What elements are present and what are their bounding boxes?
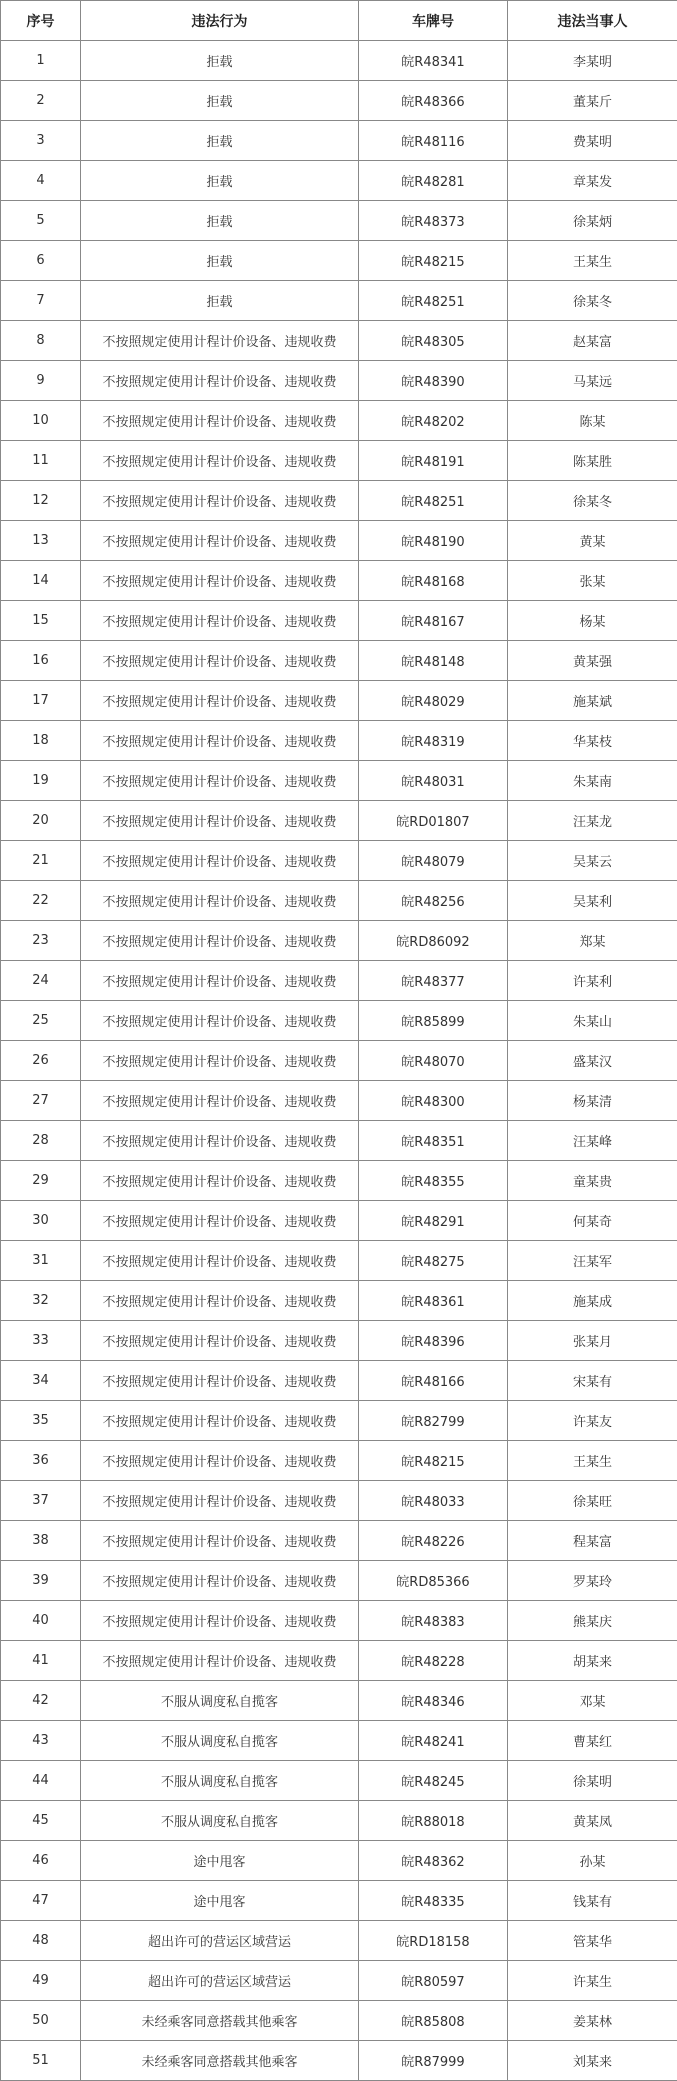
cell-violation: 超出许可的营运区域营运: [81, 1961, 359, 2001]
cell-party: 管某华: [508, 1921, 677, 1961]
cell-index: 17: [1, 681, 81, 721]
cell-violation: 不按照规定使用计程计价设备、违规收费: [81, 361, 359, 401]
cell-plate: 皖R80597: [359, 1961, 508, 2001]
cell-index: 46: [1, 1841, 81, 1881]
table-row: [1, 1641, 677, 1681]
cell-party: 盛某汉: [508, 1041, 677, 1081]
cell-violation: 不按照规定使用计程计价设备、违规收费: [81, 721, 359, 761]
table-row: [1, 1161, 677, 1201]
cell-violation: 不按照规定使用计程计价设备、违规收费: [81, 641, 359, 681]
cell-plate: 皖R48256: [359, 881, 508, 921]
cell-violation: 不按照规定使用计程计价设备、违规收费: [81, 1041, 359, 1081]
cell-violation: 拒载: [81, 121, 359, 161]
cell-violation: 不按照规定使用计程计价设备、违规收费: [81, 1001, 359, 1041]
cell-index: 45: [1, 1801, 81, 1841]
cell-plate: 皖R48335: [359, 1881, 508, 1921]
cell-index: 24: [1, 961, 81, 1001]
cell-index: 49: [1, 1961, 81, 2001]
cell-party: 李某明: [508, 41, 677, 81]
table-row: [1, 721, 677, 761]
cell-violation: 不按照规定使用计程计价设备、违规收费: [81, 1641, 359, 1681]
cell-index: 10: [1, 401, 81, 441]
cell-index: 34: [1, 1361, 81, 1401]
cell-plate: 皖R48029: [359, 681, 508, 721]
cell-party: 王某生: [508, 241, 677, 281]
cell-violation: 超出许可的营运区域营运: [81, 1921, 359, 1961]
cell-index: 39: [1, 1561, 81, 1601]
header-index: 序号: [1, 1, 81, 41]
cell-violation: 不按照规定使用计程计价设备、违规收费: [81, 1321, 359, 1361]
cell-plate: 皖R48346: [359, 1681, 508, 1721]
cell-violation: 途中甩客: [81, 1881, 359, 1921]
cell-plate: 皖RD01807: [359, 801, 508, 841]
cell-violation: 不按照规定使用计程计价设备、违规收费: [81, 761, 359, 801]
cell-party: 杨某清: [508, 1081, 677, 1121]
cell-party: 孙某: [508, 1841, 677, 1881]
table-row: [1, 481, 677, 521]
cell-party: 张某月: [508, 1321, 677, 1361]
cell-party: 胡某来: [508, 1641, 677, 1681]
cell-violation: 不按照规定使用计程计价设备、违规收费: [81, 601, 359, 641]
cell-violation: 不按照规定使用计程计价设备、违规收费: [81, 1201, 359, 1241]
cell-plate: 皖R48070: [359, 1041, 508, 1081]
cell-party: 许某友: [508, 1401, 677, 1441]
cell-index: 4: [1, 161, 81, 201]
cell-plate: 皖R48251: [359, 281, 508, 321]
table-body: [1, 41, 677, 2081]
cell-violation: 不按照规定使用计程计价设备、违规收费: [81, 401, 359, 441]
cell-index: 5: [1, 201, 81, 241]
cell-index: 37: [1, 1481, 81, 1521]
cell-violation: 不按照规定使用计程计价设备、违规收费: [81, 1121, 359, 1161]
cell-plate: 皖R48355: [359, 1161, 508, 1201]
cell-plate: 皖R48351: [359, 1121, 508, 1161]
table-row: [1, 561, 677, 601]
cell-violation: 不按照规定使用计程计价设备、违规收费: [81, 1161, 359, 1201]
cell-plate: 皖R48191: [359, 441, 508, 481]
table-row: [1, 1001, 677, 1041]
cell-violation: 不按照规定使用计程计价设备、违规收费: [81, 561, 359, 601]
cell-plate: 皖R48396: [359, 1321, 508, 1361]
cell-party: 钱某有: [508, 1881, 677, 1921]
cell-plate: 皖R48228: [359, 1641, 508, 1681]
cell-violation: 不服从调度私自揽客: [81, 1761, 359, 1801]
cell-plate: 皖RD85366: [359, 1561, 508, 1601]
cell-index: 13: [1, 521, 81, 561]
cell-violation: 拒载: [81, 241, 359, 281]
table-row: [1, 761, 677, 801]
table-row: [1, 841, 677, 881]
table-row: [1, 1481, 677, 1521]
cell-plate: 皖R48291: [359, 1201, 508, 1241]
cell-party: 施某斌: [508, 681, 677, 721]
cell-index: 14: [1, 561, 81, 601]
header-violation: 违法行为: [81, 1, 359, 41]
cell-violation: 不按照规定使用计程计价设备、违规收费: [81, 1401, 359, 1441]
cell-violation: 不按照规定使用计程计价设备、违规收费: [81, 1521, 359, 1561]
table-row: [1, 881, 677, 921]
cell-index: 41: [1, 1641, 81, 1681]
cell-plate: 皖R48202: [359, 401, 508, 441]
table-row: [1, 1081, 677, 1121]
cell-plate: 皖R48300: [359, 1081, 508, 1121]
cell-party: 汪某军: [508, 1241, 677, 1281]
table-header: [1, 1, 677, 41]
cell-index: 1: [1, 41, 81, 81]
table-row: [1, 1841, 677, 1881]
cell-party: 何某奇: [508, 1201, 677, 1241]
cell-index: 31: [1, 1241, 81, 1281]
cell-party: 董某斤: [508, 81, 677, 121]
cell-plate: 皖R48275: [359, 1241, 508, 1281]
cell-index: 42: [1, 1681, 81, 1721]
cell-plate: 皖R48341: [359, 41, 508, 81]
cell-index: 25: [1, 1001, 81, 1041]
cell-plate: 皖R85808: [359, 2001, 508, 2041]
table-row: [1, 1041, 677, 1081]
cell-violation: 不服从调度私自揽客: [81, 1721, 359, 1761]
cell-violation: 不按照规定使用计程计价设备、违规收费: [81, 1561, 359, 1601]
cell-party: 汪某龙: [508, 801, 677, 841]
table-row: [1, 1281, 677, 1321]
header-plate: 车牌号: [359, 1, 508, 41]
cell-index: 20: [1, 801, 81, 841]
table-row: [1, 1761, 677, 1801]
cell-violation: 不按照规定使用计程计价设备、违规收费: [81, 961, 359, 1001]
cell-index: 40: [1, 1601, 81, 1641]
cell-violation: 拒载: [81, 41, 359, 81]
table-row: [1, 521, 677, 561]
cell-violation: 不按照规定使用计程计价设备、违规收费: [81, 681, 359, 721]
cell-party: 张某: [508, 561, 677, 601]
cell-plate: 皖R48281: [359, 161, 508, 201]
cell-plate: 皖R87999: [359, 2041, 508, 2081]
table-row: [1, 1561, 677, 1601]
cell-index: 12: [1, 481, 81, 521]
cell-violation: 不按照规定使用计程计价设备、违规收费: [81, 1441, 359, 1481]
cell-party: 黄某凤: [508, 1801, 677, 1841]
cell-party: 徐某冬: [508, 281, 677, 321]
table-row: [1, 601, 677, 641]
table-row: [1, 1721, 677, 1761]
header-row: [1, 1, 677, 41]
cell-party: 徐某旺: [508, 1481, 677, 1521]
cell-index: 27: [1, 1081, 81, 1121]
table-row: [1, 641, 677, 681]
cell-party: 章某发: [508, 161, 677, 201]
cell-index: 19: [1, 761, 81, 801]
cell-plate: 皖R48245: [359, 1761, 508, 1801]
cell-index: 36: [1, 1441, 81, 1481]
cell-index: 23: [1, 921, 81, 961]
table-row: [1, 1441, 677, 1481]
cell-index: 30: [1, 1201, 81, 1241]
cell-party: 杨某: [508, 601, 677, 641]
cell-party: 徐某冬: [508, 481, 677, 521]
cell-plate: 皖R48319: [359, 721, 508, 761]
cell-plate: 皖R48215: [359, 241, 508, 281]
cell-plate: 皖R48148: [359, 641, 508, 681]
table-row: [1, 921, 677, 961]
cell-plate: 皖R48033: [359, 1481, 508, 1521]
cell-index: 43: [1, 1721, 81, 1761]
table-row: [1, 1121, 677, 1161]
cell-plate: 皖R48383: [359, 1601, 508, 1641]
cell-violation: 不按照规定使用计程计价设备、违规收费: [81, 1081, 359, 1121]
cell-party: 陈某胜: [508, 441, 677, 481]
cell-violation: 不按照规定使用计程计价设备、违规收费: [81, 801, 359, 841]
cell-party: 许某利: [508, 961, 677, 1001]
cell-index: 32: [1, 1281, 81, 1321]
cell-index: 33: [1, 1321, 81, 1361]
cell-violation: 不按照规定使用计程计价设备、违规收费: [81, 481, 359, 521]
cell-party: 黄某: [508, 521, 677, 561]
cell-plate: 皖R82799: [359, 1401, 508, 1441]
cell-plate: 皖R48031: [359, 761, 508, 801]
cell-index: 47: [1, 1881, 81, 1921]
cell-plate: 皖R48390: [359, 361, 508, 401]
cell-plate: 皖RD86092: [359, 921, 508, 961]
table-row: [1, 401, 677, 441]
table-row: [1, 41, 677, 81]
cell-plate: 皖R48190: [359, 521, 508, 561]
cell-party: 许某生: [508, 1961, 677, 2001]
cell-violation: 不服从调度私自揽客: [81, 1681, 359, 1721]
cell-plate: 皖R48373: [359, 201, 508, 241]
table-row: [1, 801, 677, 841]
table-row: [1, 321, 677, 361]
cell-index: 7: [1, 281, 81, 321]
table-row: [1, 121, 677, 161]
table-row: [1, 1601, 677, 1641]
table-row: [1, 1521, 677, 1561]
cell-index: 6: [1, 241, 81, 281]
cell-violation: 不按照规定使用计程计价设备、违规收费: [81, 441, 359, 481]
cell-index: 22: [1, 881, 81, 921]
table-row: [1, 2041, 677, 2081]
table-row: [1, 1201, 677, 1241]
cell-violation: 不按照规定使用计程计价设备、违规收费: [81, 841, 359, 881]
table-row: [1, 1921, 677, 1961]
cell-violation: 拒载: [81, 201, 359, 241]
table-row: [1, 1241, 677, 1281]
cell-index: 11: [1, 441, 81, 481]
cell-plate: 皖R48362: [359, 1841, 508, 1881]
cell-party: 宋某有: [508, 1361, 677, 1401]
cell-violation: 不按照规定使用计程计价设备、违规收费: [81, 1361, 359, 1401]
cell-index: 9: [1, 361, 81, 401]
cell-party: 王某生: [508, 1441, 677, 1481]
cell-party: 费某明: [508, 121, 677, 161]
cell-index: 44: [1, 1761, 81, 1801]
cell-violation: 拒载: [81, 161, 359, 201]
cell-plate: 皖RD18158: [359, 1921, 508, 1961]
cell-index: 35: [1, 1401, 81, 1441]
cell-index: 48: [1, 1921, 81, 1961]
cell-party: 朱某南: [508, 761, 677, 801]
cell-party: 程某富: [508, 1521, 677, 1561]
cell-violation: 不按照规定使用计程计价设备、违规收费: [81, 521, 359, 561]
cell-violation: 不按照规定使用计程计价设备、违规收费: [81, 321, 359, 361]
cell-party: 汪某峰: [508, 1121, 677, 1161]
table-row: [1, 201, 677, 241]
cell-violation: 途中甩客: [81, 1841, 359, 1881]
cell-party: 马某远: [508, 361, 677, 401]
cell-violation: 不按照规定使用计程计价设备、违规收费: [81, 1601, 359, 1641]
cell-party: 黄某强: [508, 641, 677, 681]
cell-violation: 不按照规定使用计程计价设备、违规收费: [81, 1481, 359, 1521]
cell-index: 51: [1, 2041, 81, 2081]
table-row: [1, 1801, 677, 1841]
cell-party: 吴某利: [508, 881, 677, 921]
cell-party: 徐某明: [508, 1761, 677, 1801]
table-row: [1, 681, 677, 721]
table-row: [1, 2001, 677, 2041]
cell-plate: 皖R48079: [359, 841, 508, 881]
cell-party: 徐某炳: [508, 201, 677, 241]
cell-party: 姜某林: [508, 2001, 677, 2041]
cell-plate: 皖R48361: [359, 1281, 508, 1321]
table-row: [1, 81, 677, 121]
cell-index: 15: [1, 601, 81, 641]
table-row: [1, 281, 677, 321]
cell-plate: 皖R48226: [359, 1521, 508, 1561]
table-row: [1, 1361, 677, 1401]
cell-plate: 皖R48167: [359, 601, 508, 641]
cell-violation: 拒载: [81, 81, 359, 121]
cell-violation: 不按照规定使用计程计价设备、违规收费: [81, 881, 359, 921]
cell-party: 熊某庆: [508, 1601, 677, 1641]
cell-plate: 皖R85899: [359, 1001, 508, 1041]
cell-party: 曹某红: [508, 1721, 677, 1761]
cell-plate: 皖R48305: [359, 321, 508, 361]
cell-index: 21: [1, 841, 81, 881]
cell-party: 郑某: [508, 921, 677, 961]
cell-index: 2: [1, 81, 81, 121]
table-row: [1, 241, 677, 281]
cell-plate: 皖R48241: [359, 1721, 508, 1761]
cell-violation: 不服从调度私自揽客: [81, 1801, 359, 1841]
table-row: [1, 1961, 677, 2001]
cell-index: 18: [1, 721, 81, 761]
table-row: [1, 1401, 677, 1441]
cell-index: 29: [1, 1161, 81, 1201]
cell-index: 16: [1, 641, 81, 681]
table-row: [1, 441, 677, 481]
cell-plate: 皖R48116: [359, 121, 508, 161]
table-row: [1, 961, 677, 1001]
cell-party: 童某贵: [508, 1161, 677, 1201]
cell-party: 陈某: [508, 401, 677, 441]
cell-party: 华某枝: [508, 721, 677, 761]
cell-party: 罗某玲: [508, 1561, 677, 1601]
table-row: [1, 361, 677, 401]
cell-party: 朱某山: [508, 1001, 677, 1041]
cell-party: 刘某来: [508, 2041, 677, 2081]
cell-index: 26: [1, 1041, 81, 1081]
cell-party: 邓某: [508, 1681, 677, 1721]
table-row: [1, 161, 677, 201]
cell-index: 28: [1, 1121, 81, 1161]
cell-party: 赵某富: [508, 321, 677, 361]
cell-violation: 不按照规定使用计程计价设备、违规收费: [81, 1281, 359, 1321]
cell-violation: 未经乘客同意搭载其他乘客: [81, 2001, 359, 2041]
cell-plate: 皖R48366: [359, 81, 508, 121]
cell-plate: 皖R48168: [359, 561, 508, 601]
cell-index: 38: [1, 1521, 81, 1561]
cell-index: 8: [1, 321, 81, 361]
cell-plate: 皖R48166: [359, 1361, 508, 1401]
cell-violation: 未经乘客同意搭载其他乘客: [81, 2041, 359, 2081]
table-row: [1, 1681, 677, 1721]
cell-party: 吴某云: [508, 841, 677, 881]
cell-violation: 拒载: [81, 281, 359, 321]
cell-index: 3: [1, 121, 81, 161]
cell-plate: 皖R48377: [359, 961, 508, 1001]
cell-plate: 皖R88018: [359, 1801, 508, 1841]
header-party: 违法当事人: [508, 1, 677, 41]
table-row: [1, 1881, 677, 1921]
cell-index: 50: [1, 2001, 81, 2041]
cell-plate: 皖R48251: [359, 481, 508, 521]
cell-violation: 不按照规定使用计程计价设备、违规收费: [81, 1241, 359, 1281]
cell-party: 施某成: [508, 1281, 677, 1321]
cell-violation: 不按照规定使用计程计价设备、违规收费: [81, 921, 359, 961]
table-row: [1, 1321, 677, 1361]
cell-plate: 皖R48215: [359, 1441, 508, 1481]
